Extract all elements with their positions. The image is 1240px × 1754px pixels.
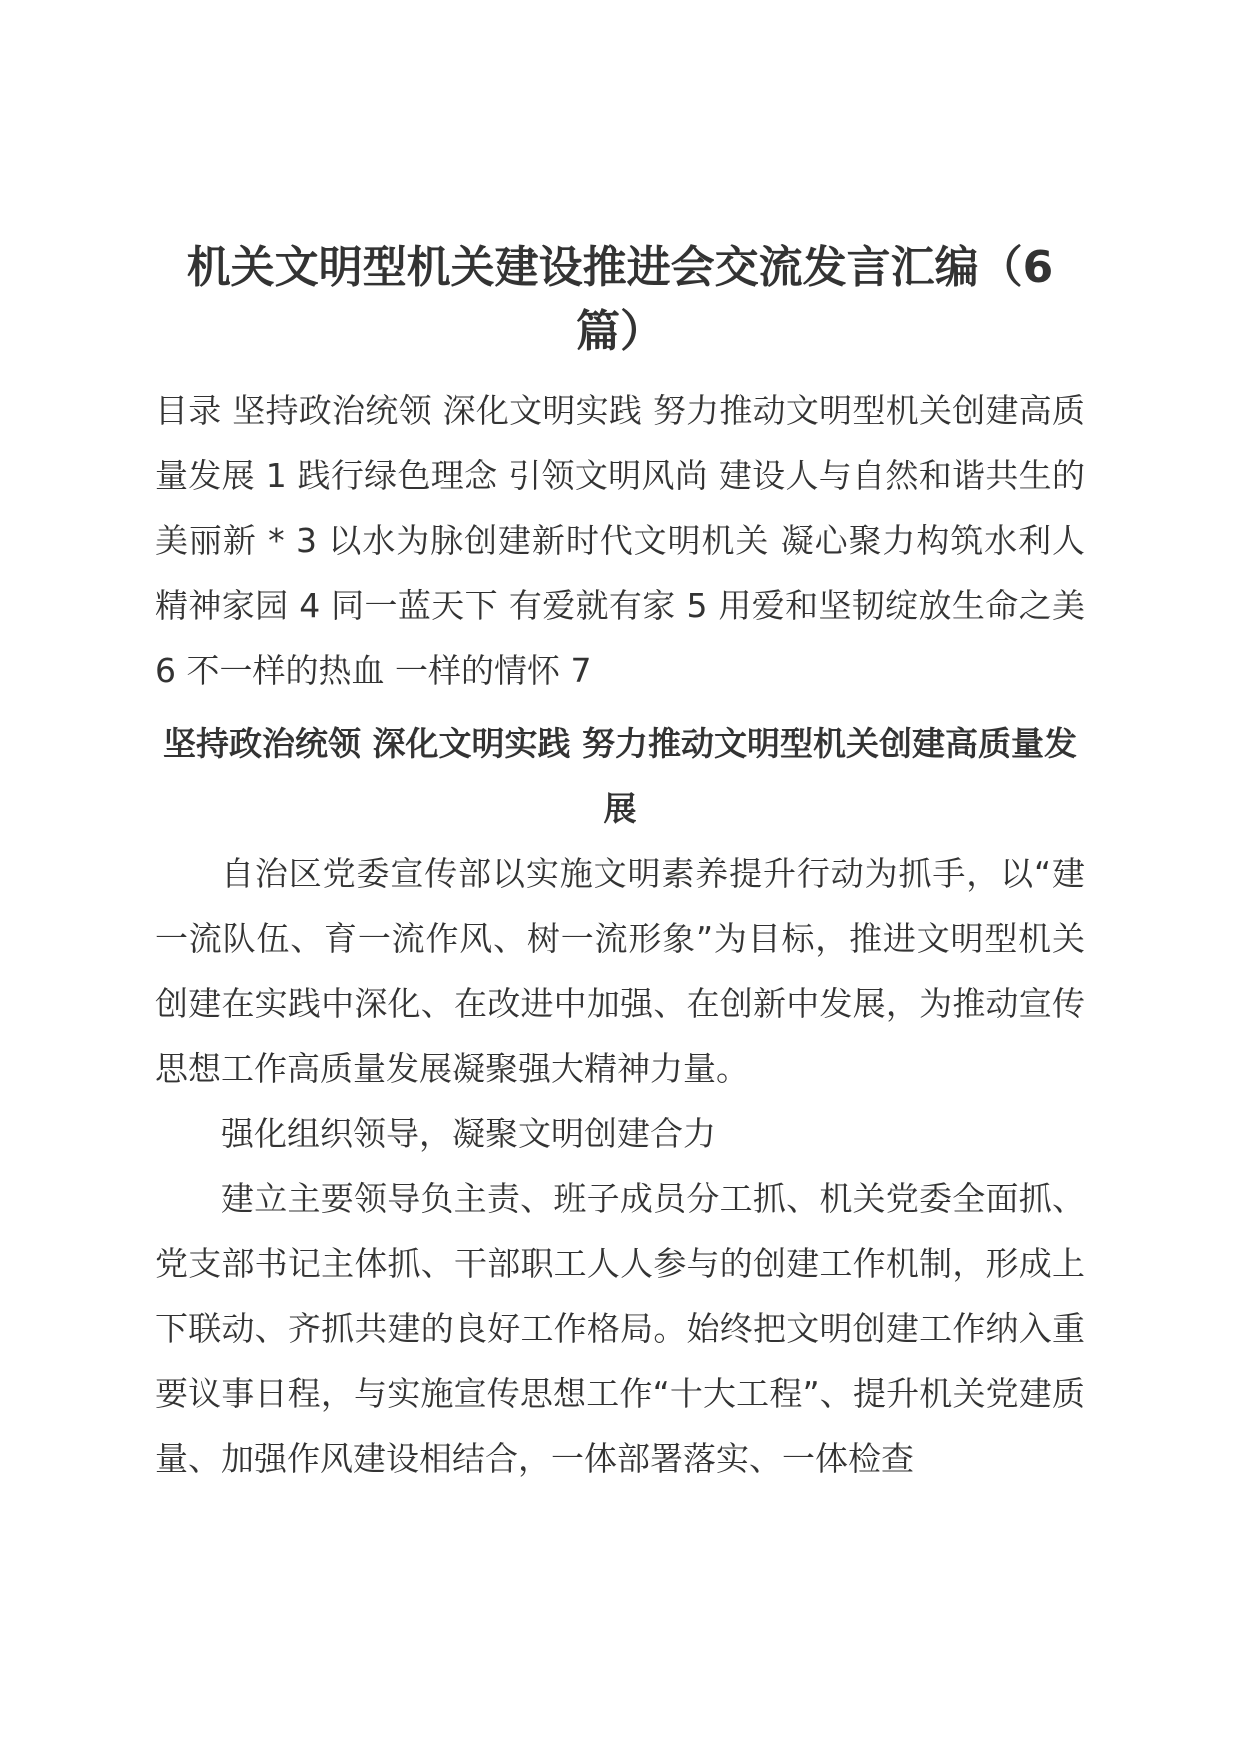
section-heading: 坚持政治统领 深化文明实践 努力推动文明型机关创建高质量发展: [163, 724, 1077, 828]
document-body: [155, 236, 1085, 1491]
subsection-heading: 强化组织领导，凝聚文明创建合力: [221, 1114, 716, 1153]
body-paragraph: 建立主要领导负主责、班子成员分工抓、机关党委全面抓、党支部书记主体抓、干部职工人人参与的创建工作机制，形成上下联动、齐抓共建的良好工作格局。始终把文明创建工作纳入重要议事日程，与实施宣传思想工作“十大工程”、提升机关党建质量、加强作风建设相结合，一体部署落实、一体检查: [155, 1179, 1085, 1478]
table-of-contents: 目录 坚持政治统领 深化文明实践 努力推动文明型机关创建高质量发展 1 践行绿色理念 引领文明风尚 建设人与自然和谐共生的美丽新 * 3 以水为脉创建新时代文明机关 凝心聚力构筑水利人精神家园 4 同一蓝天下 有爱就有家 5 用爱和坚韧绽放生命之美 6 不一样的热血 一样的情怀 7: [155, 391, 1085, 690]
body-paragraph: 自治区党委宣传部以实施文明素养提升行动为抓手，以“建一流队伍、育一流作风、树一流形象”为目标，推进文明型机关创建在实践中深化、在改进中加强、在创新中发展，为推动宣传思想工作高质量发展凝聚强大精神力量。: [155, 854, 1085, 1088]
document-title: 机关文明型机关建设推进会交流发言汇编（6篇）: [186, 242, 1054, 357]
